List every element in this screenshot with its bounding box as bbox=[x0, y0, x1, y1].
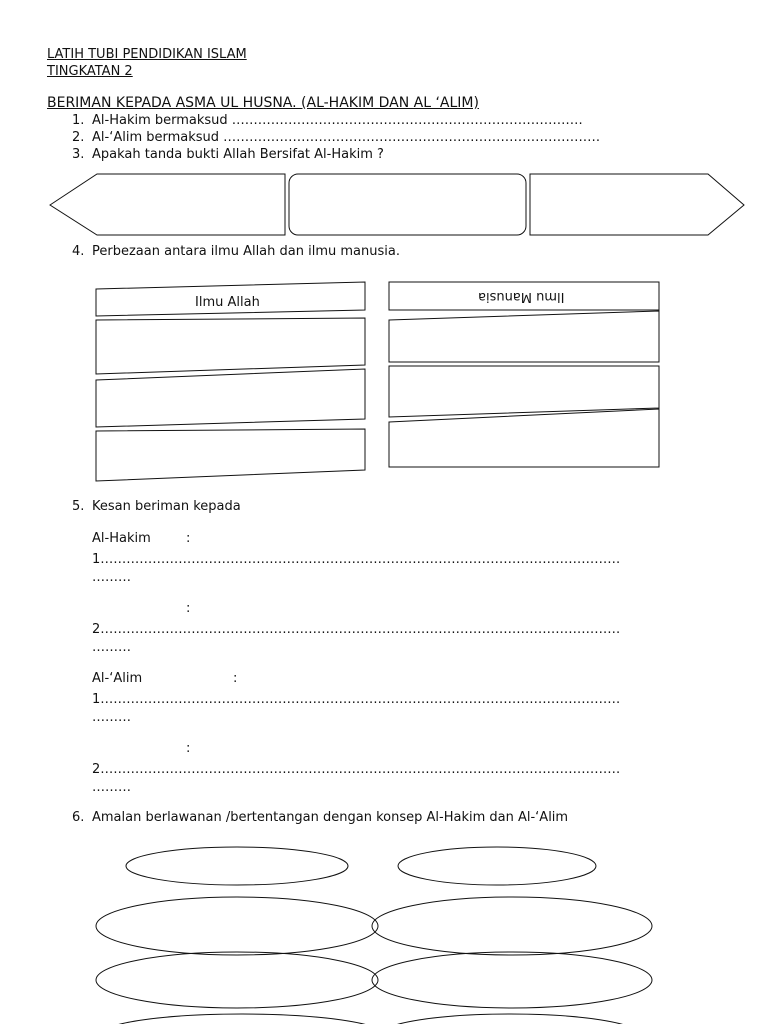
question-1-number: 1. bbox=[72, 113, 85, 128]
kesan-hakim-answer-2-cont: ……… bbox=[92, 640, 131, 655]
answer-ellipse-1 bbox=[126, 847, 348, 885]
kesan-alim-colon-2: : bbox=[186, 741, 191, 756]
kesan-alim-label: Al-‘Alim bbox=[92, 671, 143, 686]
question-4-number: 4. bbox=[72, 244, 85, 259]
question-6-number: 6. bbox=[72, 810, 85, 825]
kesan-hakim-answer-2: 2………………………………………………………………………………………………………… bbox=[92, 622, 621, 637]
kesan-alim-answer-2-cont: ……… bbox=[92, 780, 131, 795]
kesan-hakim-colon-2: : bbox=[186, 601, 191, 616]
table-right-row-3 bbox=[389, 409, 659, 467]
kesan-hakim-answer-1-cont: ……… bbox=[92, 570, 131, 585]
question-3-text: Apakah tanda bukti Allah Bersifat Al-Hakim ? bbox=[92, 147, 384, 162]
kesan-hakim-answer-1: 1………………………………………………………………………………………………………… bbox=[92, 552, 621, 567]
q3-left-arrow-box bbox=[50, 174, 285, 235]
kesan-hakim-colon: : bbox=[186, 531, 191, 546]
answer-ellipse-2 bbox=[398, 847, 596, 885]
question-2-number: 2. bbox=[72, 130, 85, 145]
question-3-number: 3. bbox=[72, 147, 85, 162]
table-left-row-1 bbox=[96, 318, 365, 374]
answer-ellipse-8 bbox=[382, 1014, 638, 1024]
table-right-row-1 bbox=[389, 311, 659, 362]
table-right-header: Ilmu Manusia bbox=[478, 289, 565, 304]
kesan-alim-answer-1-cont: ……… bbox=[92, 710, 131, 725]
q3-right-arrow-box bbox=[530, 174, 744, 235]
question-4-text: Perbezaan antara ilmu Allah dan ilmu manusia. bbox=[92, 244, 400, 259]
answer-ellipse-6 bbox=[372, 952, 652, 1008]
kesan-alim-answer-1: 1………………………………………………………………………………………………………… bbox=[92, 692, 621, 707]
section-title: BERIMAN KEPADA ASMA UL HUSNA. (AL-HAKIM DAN AL ‘ALIM) bbox=[47, 95, 479, 111]
answer-ellipse-4 bbox=[372, 897, 652, 955]
header-form-level: TINGKATAN 2 bbox=[47, 64, 133, 79]
table-left-header: Ilmu Allah bbox=[195, 295, 260, 310]
question-2-text: Al-‘Alim bermaksud …………………………………………………………………………… bbox=[92, 130, 601, 145]
table-right-row-2 bbox=[389, 366, 659, 417]
q3-middle-box bbox=[289, 174, 526, 235]
answer-ellipse-3 bbox=[96, 897, 378, 955]
kesan-hakim-label: Al-Hakim bbox=[92, 531, 151, 546]
question-1-text: Al-Hakim bermaksud ……………………………………………………………………… bbox=[92, 113, 583, 128]
table-left-row-3 bbox=[96, 429, 365, 481]
table-left-row-2 bbox=[96, 369, 365, 427]
answer-ellipse-5 bbox=[96, 952, 378, 1008]
header-title: LATIH TUBI PENDIDIKAN ISLAM bbox=[47, 47, 247, 62]
question-6-text: Amalan berlawanan /bertentangan dengan konsep Al-Hakim dan Al-‘Alim bbox=[92, 810, 569, 825]
question-5-text: Kesan beriman kepada bbox=[92, 499, 241, 514]
kesan-alim-colon: : bbox=[233, 671, 238, 686]
question-5-number: 5. bbox=[72, 499, 85, 514]
kesan-alim-answer-2: 2………………………………………………………………………………………………………… bbox=[92, 762, 621, 777]
answer-ellipse-7 bbox=[102, 1014, 382, 1024]
